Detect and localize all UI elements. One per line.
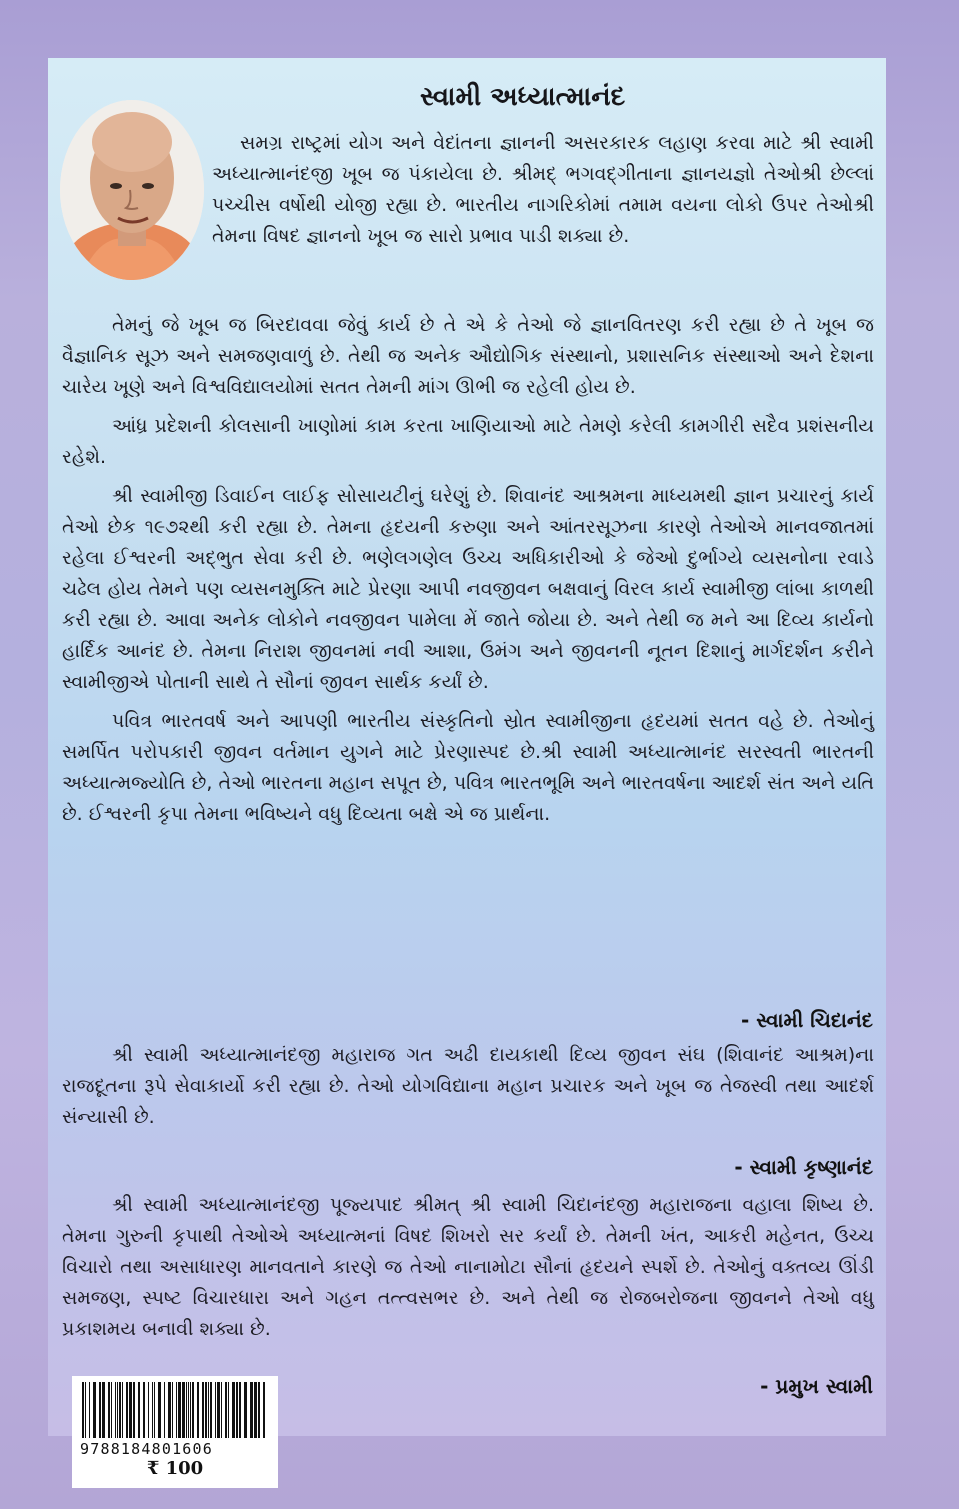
barcode-box	[72, 1376, 278, 1488]
barcode-bar	[197, 1382, 199, 1438]
barcode-bar	[111, 1382, 112, 1438]
barcode-bar	[239, 1382, 241, 1438]
pramukh-text-block	[62, 1190, 874, 1353]
barcode-bar	[138, 1382, 140, 1438]
barcode-bar	[89, 1382, 90, 1438]
barcode-bar	[115, 1382, 116, 1438]
barcode-bar	[190, 1382, 191, 1438]
isbn-number: 9788184801606	[80, 1440, 213, 1458]
barcode-bar	[178, 1382, 181, 1438]
barcode-bar	[186, 1382, 187, 1438]
paragraph: તેમનું જે ખૂબ જ બિરદાવવા જેવું કાર્ય છે તે એ કે તેઓ જે જ્ઞાનવિતરણ કરી રહ્યા છે તે ખૂબ જ વૈજ્ઞાનિક સૂઝ અને સમજણવાળું છે. તેથી જ અનેક ઔદ્યોગિક સંસ્થાનો, પ્રશાસનિક સંસ્થાઓ અને દેશના ચારેય ખૂણે અને વિશ્વવિદ્યાલયોમાં સતત તેમની માંગ ઊભી જ રહેલી હોય છે.	[62, 314, 874, 398]
barcode-bar	[225, 1382, 227, 1438]
barcode-bar	[205, 1382, 207, 1438]
portrait-image	[60, 100, 204, 280]
barcode-bar	[154, 1382, 155, 1438]
barcode-bar	[122, 1382, 123, 1438]
barcode-bar	[258, 1382, 260, 1438]
signature-chidanand: - સ્વામી ચિદાનંદ	[740, 1008, 873, 1032]
barcode-bar	[244, 1382, 247, 1438]
barcode-bar	[176, 1382, 177, 1438]
barcode-bar	[108, 1382, 110, 1438]
barcode-bar	[102, 1382, 105, 1438]
page-title: સ્વામી અધ્યાત્માનંદ	[420, 82, 626, 112]
paragraph: શ્રી સ્વામી અધ્યાત્માનંદજી પૂજ્યપાદ શ્રીમત્‌ શ્રી સ્વામી ચિદાનંદજી મહારાજના વહાલા શિષ્ય છે. તેમના ગુરુની કૃપાથી તેઓએ અધ્યાત્મનાં વિષદ શિખરો સર કર્યાં છે. તેમની ખંત, આકરી મહેનત, ઉચ્ચ વિચારો તથા અસાધારણ માનવતાને કારણે જ તેઓ નાનામોટા સૌનાં હૃદયને સ્પર્શે છે. તેઓનું વક્તવ્ય ઊંડી સમજણ, સ્પષ્ટ વિચારધારા અને ગહન તત્ત્વસભર છે. અને તેથી જ રોજબરોજના જીવનને તેઓ વધુ પ્રકાશમય બનાવી શક્યા છે.	[62, 1194, 874, 1340]
barcode-bar	[133, 1382, 135, 1438]
barcode-bar	[152, 1382, 153, 1438]
barcode-bar	[82, 1382, 84, 1438]
barcode-bar	[215, 1382, 216, 1438]
barcode-bar	[93, 1382, 96, 1438]
barcode-bar	[168, 1382, 171, 1438]
paragraph: શ્રી સ્વામીજી ડિવાઈન લાઈફ સોસાયટીનું ઘરેણું છે. શિવાનંદ આશ્રમના માધ્યમથી જ્ઞાન પ્રચારનું કાર્ય તેઓ છેક ૧૯૭૨થી કરી રહ્યા છે. તેમના હૃદયની કરુણા અને આંતરસૂઝના કારણે તેઓએ માનવજાતમાં રહેલા ઈશ્વરની અદ્‌ભુત સેવા કરી છે. ભણેલગણેલ ઉચ્ચ અધિકારીઓ કે જેઓ દુર્ભાગ્યે વ્યસનોના રવાડે ચઢેલ હોય તેમને પણ વ્યસનમુક્તિ માટે પ્રેરણા આપી નવજીવન બક્ષવાનું વિરલ કાર્ય સ્વામીજી લાંબા કાળથી કરી રહ્યા છે. આવા અનેક લોકોને નવજીવન પામેલા મેં જાતે જોયા છે. અને તેથી જ મને આ દિવ્ય કાર્યનો હાર્દિક આનંદ છે. તેમના નિરાશ જીવનમાં નવી આશા, ઉમંગ અને જીવનની નૂતન દિશાનું માર્ગદર્શન કરીને સ્વામીજીએ પોતાની સાથે તે સૌનાં જીવન સાર્થક કર્યાં છે.	[62, 485, 874, 693]
barcode-bar	[208, 1382, 209, 1438]
signature-pramukh: - પ્રમુખ સ્વામી	[760, 1374, 873, 1398]
intro-paragraph: સમગ્ર રાષ્ટ્રમાં યોગ અને વેદાંતના જ્ઞાનની અસરકારક લહાણ કરવા માટે શ્રી સ્વામી અધ્યાત્માનંદજી ખૂબ જ પંકાયેલા છે. શ્રીમદ્‌ ભગવદ્‌ગીતાના જ્ઞાનયજ્ઞો તેઓશ્રી છેલ્લાં પચ્ચીસ વર્ષોથી યોજી રહ્યા છે. ભારતીય નાગરિકોમાં તમામ વયના લોકો ઉપર તેઓશ્રી તેમના વિષદ જ્ઞાનનો ખૂબ જ સારો પ્રભાવ પાડી શક્યા છે.	[212, 132, 874, 247]
barcode-bar	[236, 1382, 238, 1438]
price-label: ₹ 100	[146, 1458, 204, 1479]
signature-krishnanand: - સ્વામી કૃષ્ણાનંદ	[734, 1155, 873, 1179]
barcode-bar	[263, 1382, 265, 1438]
barcode-bar	[221, 1382, 222, 1438]
barcode	[80, 1382, 270, 1438]
barcode-bar	[192, 1382, 194, 1438]
barcode-bar	[254, 1382, 257, 1438]
barcode-bar	[85, 1382, 86, 1438]
barcode-bar	[210, 1382, 212, 1438]
krishnanand-text-block	[62, 1040, 874, 1141]
barcode-bar	[164, 1382, 165, 1438]
barcode-bar	[148, 1382, 149, 1438]
barcode-bar	[228, 1382, 229, 1438]
barcode-bar	[119, 1382, 121, 1438]
intro-text-block	[212, 128, 874, 260]
barcode-bar	[232, 1382, 235, 1438]
barcode-bar	[99, 1382, 101, 1438]
barcode-bar	[172, 1382, 173, 1438]
barcode-bar	[182, 1382, 185, 1438]
barcode-bar	[117, 1382, 118, 1438]
paragraph: પવિત્ર ભારતવર્ષ અને આપણી ભારતીય સંસ્કૃતિનો સ્રોત સ્વામીજીના હૃદયમાં સતત વહે છે. તેઓનું સમર્પિત પરોપકારી જીવન વર્તમાન યુગને માટે પ્રેરણાસ્પદ છે.શ્રી સ્વામી અધ્યાત્માનંદ સરસ્વતી ભારતની અધ્યાત્મજ્યોતિ છે, તેઓ ભારતના મહાન સપૂત છે, પવિત્ર ભારતભૂમિ અને ભારતવર્ષના આદર્શ સંત અને યતિ છે. ઈશ્વરની કૃપા તેમના ભવિષ્યને વધુ દિવ્યતા બક્ષે એ જ પ્રાર્થના.	[62, 710, 874, 825]
barcode-bar	[202, 1382, 204, 1438]
barcode-bar	[129, 1382, 132, 1438]
paragraph: શ્રી સ્વામી અધ્યાત્માનંદજી મહારાજ ગત અઢી દાયકાથી દિવ્ય જીવન સંઘ (શિવાનંદ આશ્રમ)ના રાજદૂતના રૂપે સેવાકાર્યો કરી રહ્યા છે. તેઓ યોગવિદ્યાના મહાન પ્રચારક અને ખૂબ જ તેજસ્વી તથા આદર્શ સંન્યાસી છે.	[62, 1044, 874, 1128]
body-text-block	[62, 310, 874, 838]
barcode-bar	[158, 1382, 161, 1438]
barcode-bar	[143, 1382, 145, 1438]
author-portrait	[60, 100, 204, 280]
barcode-bar	[217, 1382, 220, 1438]
barcode-bar	[250, 1382, 253, 1438]
barcode-bar	[188, 1382, 189, 1438]
paragraph: આંધ્ર પ્રદેશની કોલસાની ખાણોમાં કામ કરતા ખાણિયાઓ માટે તેમણે કરેલી કામગીરી સદૈવ પ્રશંસનીય રહેશે.	[62, 415, 874, 468]
barcode-bar	[126, 1382, 128, 1438]
